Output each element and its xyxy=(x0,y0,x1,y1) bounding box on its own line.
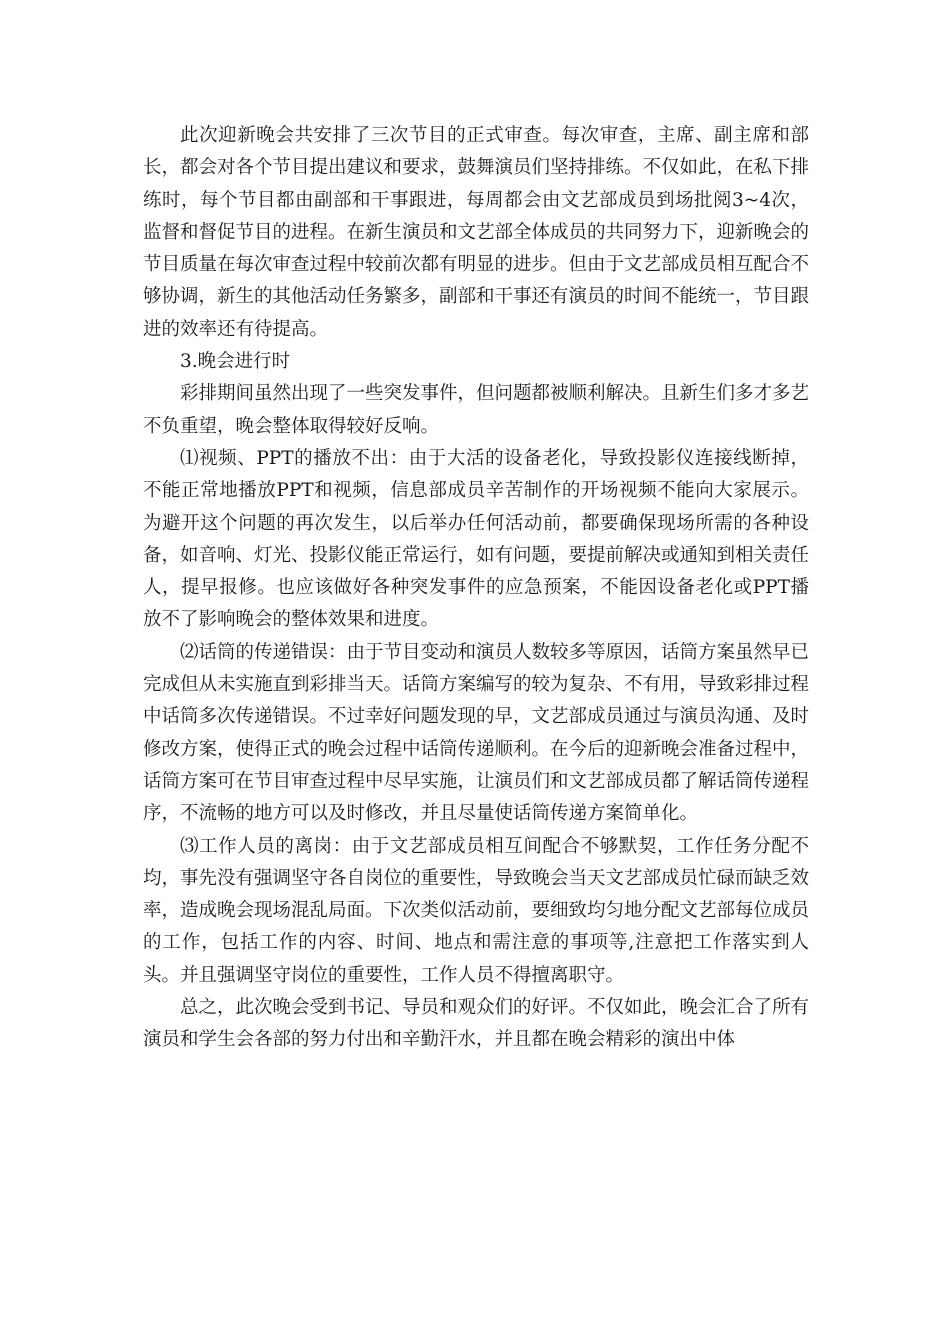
document-body xyxy=(143,120,809,1057)
paragraph-conclusion: 总之，此次晚会受到书记、导员和观众们的好评。不仅如此，晚会汇合了所有演员和学生会各部的努力付出和辛勤汗水，并且都在晚会精彩的演出中体 xyxy=(143,997,810,1051)
paragraph-review-summary: 此次迎新晚会共安排了三次节目的正式审查。每次审查，主席、副主席和部长，都会对各个节目提出建议和要求，鼓舞演员们坚持排练。不仅如此，在私下排练时，每个节目都由副部和干事跟进，每周都会由文艺部成员到场批阅3~4次，监督和督促节目的进程。在新生演员和文艺部全体成员的共同努力下，迎新晚会的节目质量在每次审查过程中较前次都有明显的进步。但由于文艺部成员相互配合不够协调，新生的其他活动任务繁多，副部和干事还有演员的时间不能统一，节目跟进的效率还有待提高。 xyxy=(143,125,810,340)
paragraph-section-intro: 彩排期间虽然出现了一些突发事件，但问题都被顺利解决。且新生们多才多艺不负重望，晚会整体取得较好反响。 xyxy=(143,383,810,437)
paragraph-issue-staff: ⑶工作人员的离岗：由于文艺部成员相互间配合不够默契，工作任务分配不均，事先没有强调坚守各自岗位的重要性，导致晚会当天文艺部成员忙碌而缺乏效率，造成晚会现场混乱局面。下次类似活动前，要细致均匀地分配文艺部每位成员的工作，包括工作的内容、时间、地点和需注意的事项等,注意把工作落实到人头。并且强调坚守岗位的重要性，工作人员不得擅离职守。 xyxy=(143,835,810,986)
paragraph-issue-video-ppt: ⑴视频、PPT的播放不出：由于大活的设备老化，导致投影仪连接线断掉，不能正常地播放PPT和视频，信息部成员辛苦制作的开场视频不能向大家展示。为避开这个问题的再次发生，以后举办任何活动前，都要确保现场所需的各种设备，如音响、灯光、投影仪能正常运行，如有问题，要提前解决或通知到相关责任人，提早报修。也应该做好各种突发事件的应急预案，不能因设备老化或PPT播放不了影响晚会的整体效果和进度。 xyxy=(143,447,810,631)
section-heading: 3.晚会进行时 xyxy=(180,351,291,373)
paragraph-issue-microphone: ⑵话筒的传递错误：由于节目变动和演员人数较多等原因，话筒方案虽然早已完成但从未实施直到彩排当天。话筒方案编写的较为复杂、不有用，导致彩排过程中话筒多次传递错误。不过幸好问题发现的早，文艺部成员通过与演员沟通、及时修改方案，使得正式的晚会过程中话筒传递顺利。在今后的迎新晚会准备过程中，话筒方案可在节目审查过程中尽早实施，让演员们和文艺部成员都了解话筒传递程序，不流畅的地方可以及时修改，并且尽量使话筒传递方案简单化。 xyxy=(143,641,810,825)
